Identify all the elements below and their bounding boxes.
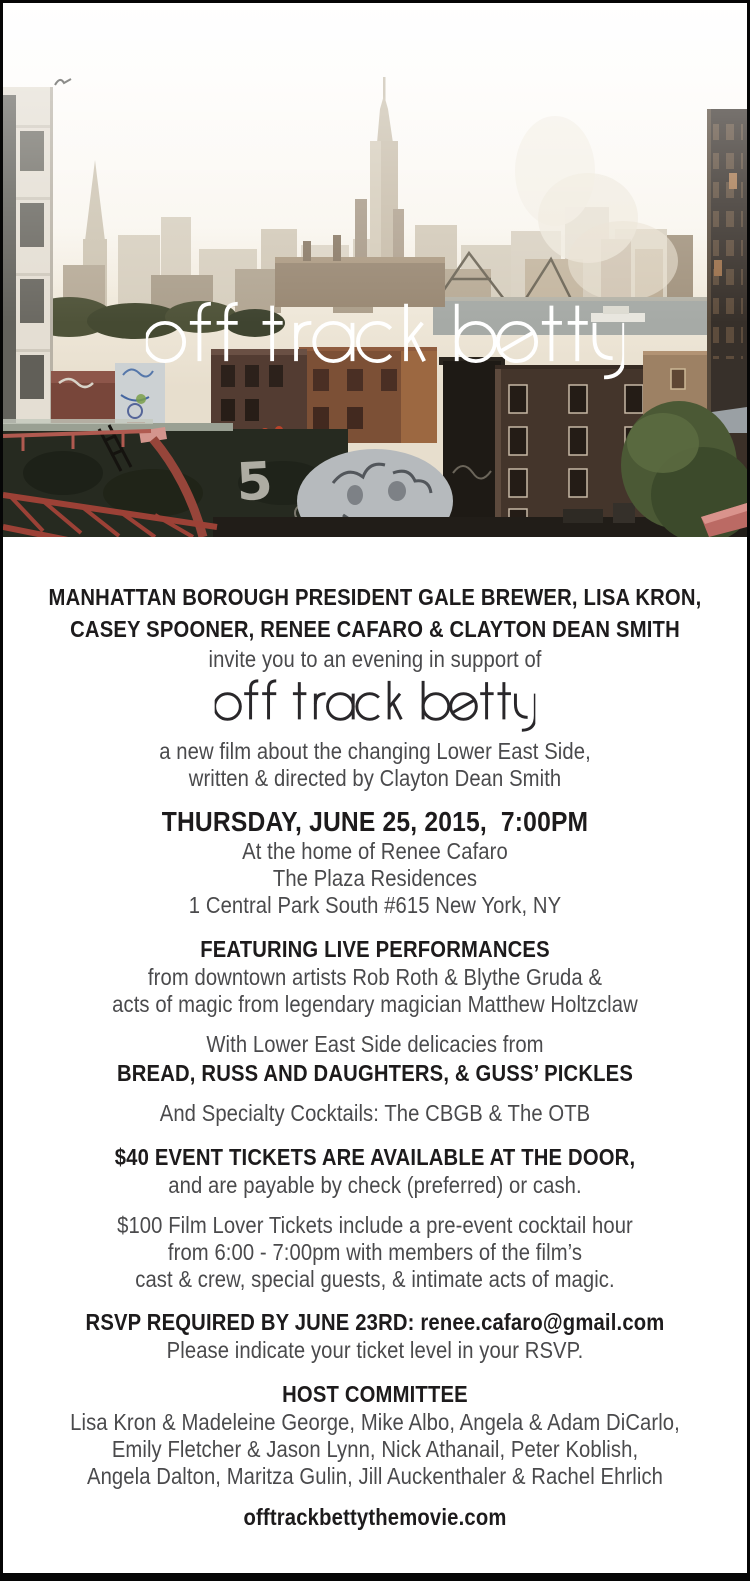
food-intro: With Lower East Side delicacies from [206,1031,544,1057]
film-title-logo [214,677,536,736]
host-committee-heading: HOST COMMITTEE [282,1381,468,1407]
rsvp-detail: Please indicate your ticket level in your RSVP. [166,1337,584,1363]
host-committee-line-1: Lisa Kron & Madeleine George, Mike Albo, Angela & Adam DiCarlo, [70,1409,680,1435]
venue-line-3: 1 Central Park South #615 New York, NY [188,892,562,918]
food-section [3,1031,747,1088]
host-committee-section [3,1379,747,1490]
rsvp-section [3,1307,747,1364]
food-vendors: BREAD, RUSS AND DAUGHTERS, & GUSS’ PICKLES [116,1060,634,1086]
rsvp-heading: RSVP REQUIRED BY JUNE 23RD: renee.cafaro@gmail.com [85,1309,665,1335]
cocktails-section [3,1100,747,1127]
haze-overlay [3,3,747,537]
hero-photo [3,3,747,537]
performances-heading: FEATURING LIVE PERFORMANCES [200,936,550,962]
hosts-line-1: MANHATTAN BOROUGH PRESIDENT GALE BREWER, LISA KRON, [48,584,702,610]
website-section [3,1502,747,1532]
host-committee-line-3: Angela Dalton, Maritza Gulin, Jill Auckenthaler & Rachel Ehrlich [86,1463,663,1489]
door-tickets-heading: $40 EVENT TICKETS ARE AVAILABLE AT THE DOOR, [114,1144,636,1170]
film-lover-tickets-section [3,1212,747,1293]
door-tickets-section [3,1142,747,1199]
skyline-illustration [3,3,747,537]
website-url: offtrackbettythemovie.com [243,1504,507,1530]
cocktails-line: And Specialty Cocktails: The CBGB & The OTB [159,1100,591,1126]
hero-logo [145,298,625,386]
hosts-section [3,581,747,792]
film-desc-line-1: a new film about the changing Lower East Side, [159,738,591,764]
performances-section [3,934,747,1018]
film-desc-line-2: written & directed by Clayton Dean Smith [188,765,562,791]
event-datetime: THURSDAY, JUNE 25, 2015, 7:00PM [161,806,589,837]
film-lover-line-3: cast & crew, special guests, & intimate acts of magic. [135,1266,615,1292]
invite-line: invite you to an evening in support of [208,646,542,672]
venue-line-1: At the home of Renee Cafaro [242,838,508,864]
host-committee-line-2: Emily Fletcher & Jason Lynn, Nick Athanail, Peter Koblish, [111,1436,639,1462]
performances-line-2: acts of magic from legendary magician Matthew Holtzclaw [112,991,638,1017]
venue-line-2: The Plaza Residences [272,865,478,891]
door-tickets-detail: and are payable by check (preferred) or cash. [168,1172,582,1198]
invitation-body [3,537,747,1532]
film-lover-line-2: from 6:00 - 7:00pm with members of the film’s [167,1239,583,1265]
film-lover-line-1: $100 Film Lover Tickets include a pre-event cocktail hour [117,1212,633,1238]
hosts-line-2: CASEY SPOONER, RENEE CAFARO & CLAYTON DEAN SMITH [70,616,680,642]
performances-line-1: from downtown artists Rob Roth & Blythe Gruda & [147,964,603,990]
event-details-section [3,805,747,919]
